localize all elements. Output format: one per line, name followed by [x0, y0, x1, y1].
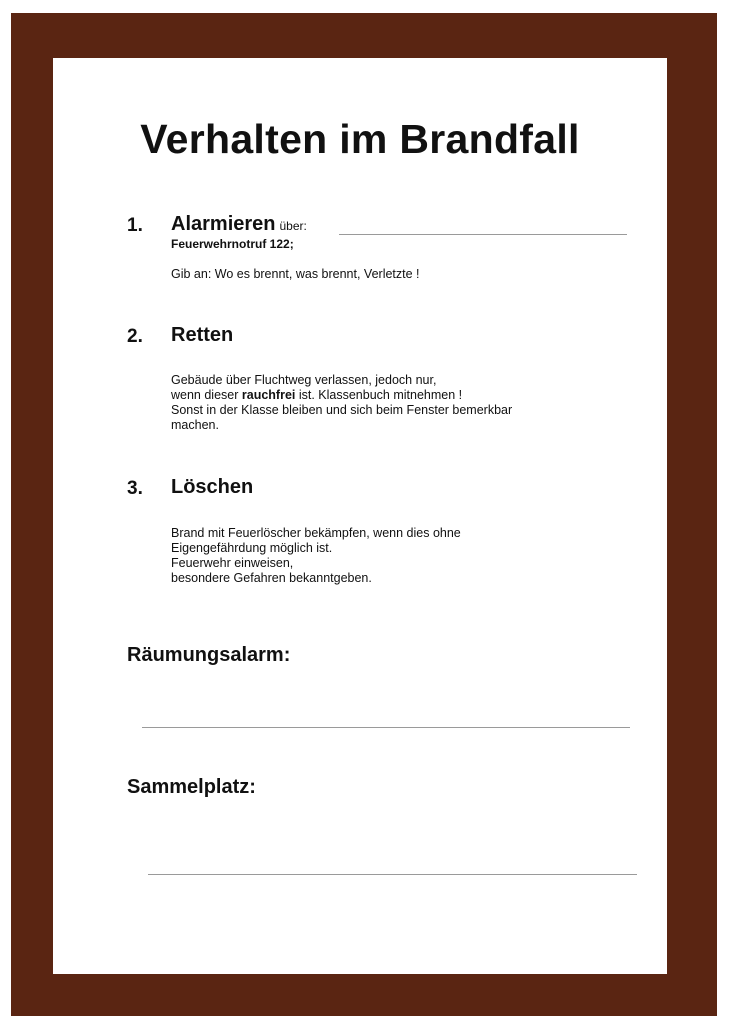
section-2-line-3: Sonst in der Klasse bleiben und sich beim Fenster bemerkbar: [171, 403, 513, 417]
section-2-line-4: machen.: [171, 418, 219, 432]
alarm-fill-line: [339, 234, 627, 235]
section-1-instruction: Gib an: Wo es brennt, was brennt, Verletzte !: [171, 267, 420, 281]
over-label: über:: [279, 219, 307, 233]
section-2-line-2: [171, 388, 512, 403]
section-3-line-4: besondere Gefahren bekanntgeben.: [171, 571, 372, 585]
section-2-line-2-bold: rauchfrei: [241, 388, 296, 402]
section-2-line-2-pre: wenn dieser: [171, 388, 242, 402]
evacuation-alarm-fill-line: [142, 727, 630, 728]
section-1-heading: Alarmieren: [171, 213, 276, 235]
section-3-line-2: Eigengefährdung möglich ist.: [171, 541, 333, 555]
section-3-line-1: Brand mit Feuerlöscher bekämpfen, wenn dies ohne: [171, 526, 461, 540]
section-3-text: [171, 526, 461, 586]
emergency-number: Feuerwehrnotruf 122;: [171, 237, 294, 251]
section-1-heading-row: [171, 213, 307, 236]
section-3-heading: Löschen: [171, 476, 254, 498]
brown-frame-border: [11, 13, 717, 1016]
section-2-text: [171, 373, 512, 433]
section-3-line-3: Feuerwehr einweisen,: [171, 556, 294, 570]
assembly-point-label: Sammelplatz:: [127, 776, 256, 798]
section-2-line-2-post: ist. Klassenbuch mitnehmen !: [295, 388, 463, 402]
assembly-point-fill-line: [148, 874, 637, 875]
section-2-heading: Retten: [171, 324, 234, 346]
notice-sheet: [53, 58, 667, 974]
evacuation-alarm-label: Räumungsalarm:: [127, 644, 291, 666]
section-1-number: 1.: [127, 215, 143, 236]
section-2-number: 2.: [127, 326, 143, 347]
section-3-number: 3.: [127, 478, 143, 499]
page-title: Verhalten im Brandfall: [140, 116, 580, 162]
section-2-line-1: Gebäude über Fluchtweg verlassen, jedoch nur,: [171, 373, 437, 387]
